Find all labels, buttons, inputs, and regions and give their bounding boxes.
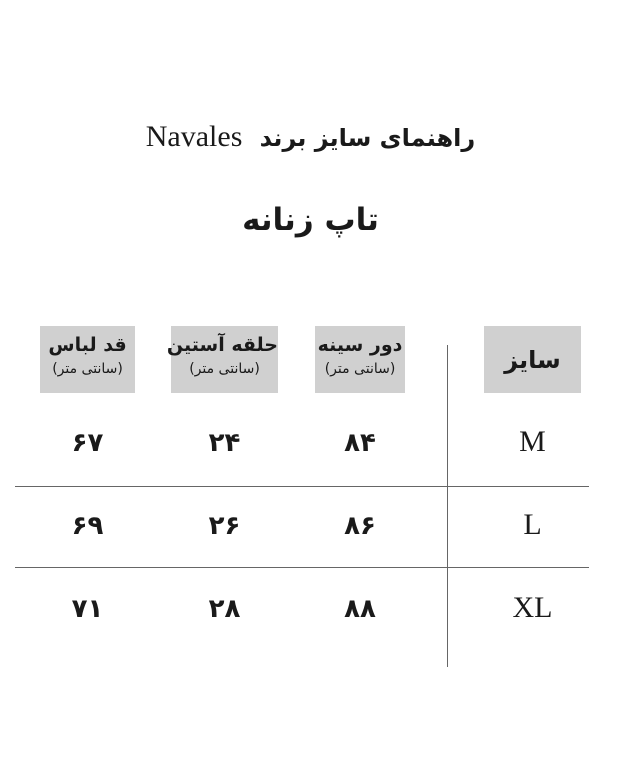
header-length-label: قد لباس xyxy=(48,334,127,356)
header-length-unit: (سانتی متر) xyxy=(52,361,123,377)
brand-name: Navales xyxy=(145,120,243,153)
column-divider xyxy=(447,345,448,667)
header-sleeve-label: حلقه آستین xyxy=(166,334,278,356)
header-size: سایز xyxy=(484,326,581,393)
sleeve-cell-l: ۲۶ xyxy=(208,511,241,541)
row-divider xyxy=(15,486,589,487)
header-chest-label: دور سینه xyxy=(317,334,403,356)
header-sleeve-unit: (سانتی متر) xyxy=(189,361,260,377)
length-cell-xl: ۷۱ xyxy=(71,594,104,624)
size-cell-xl: XL xyxy=(512,591,553,624)
length-cell-l: ۶۹ xyxy=(71,511,104,541)
header-chest xyxy=(315,326,405,393)
header-length xyxy=(40,326,135,393)
size-cell-m: M xyxy=(519,425,546,458)
length-cell-m: ۶۷ xyxy=(71,428,104,458)
size-cell-l: L xyxy=(523,508,542,541)
page-title xyxy=(0,120,621,154)
header-sleeve xyxy=(166,326,278,393)
sleeve-cell-m: ۲۴ xyxy=(208,428,241,458)
sleeve-cell-xl: ۲۸ xyxy=(208,594,241,624)
chest-cell-m: ۸۴ xyxy=(344,428,376,458)
header-chest-unit: (سانتی متر) xyxy=(324,361,396,377)
chest-cell-xl: ۸۸ xyxy=(344,594,376,624)
product-subtitle: تاپ زنانه xyxy=(242,202,379,238)
chest-cell-l: ۸۶ xyxy=(344,511,376,541)
row-divider xyxy=(15,567,589,568)
title-prefix: راهنمای سایز برند xyxy=(259,124,476,152)
